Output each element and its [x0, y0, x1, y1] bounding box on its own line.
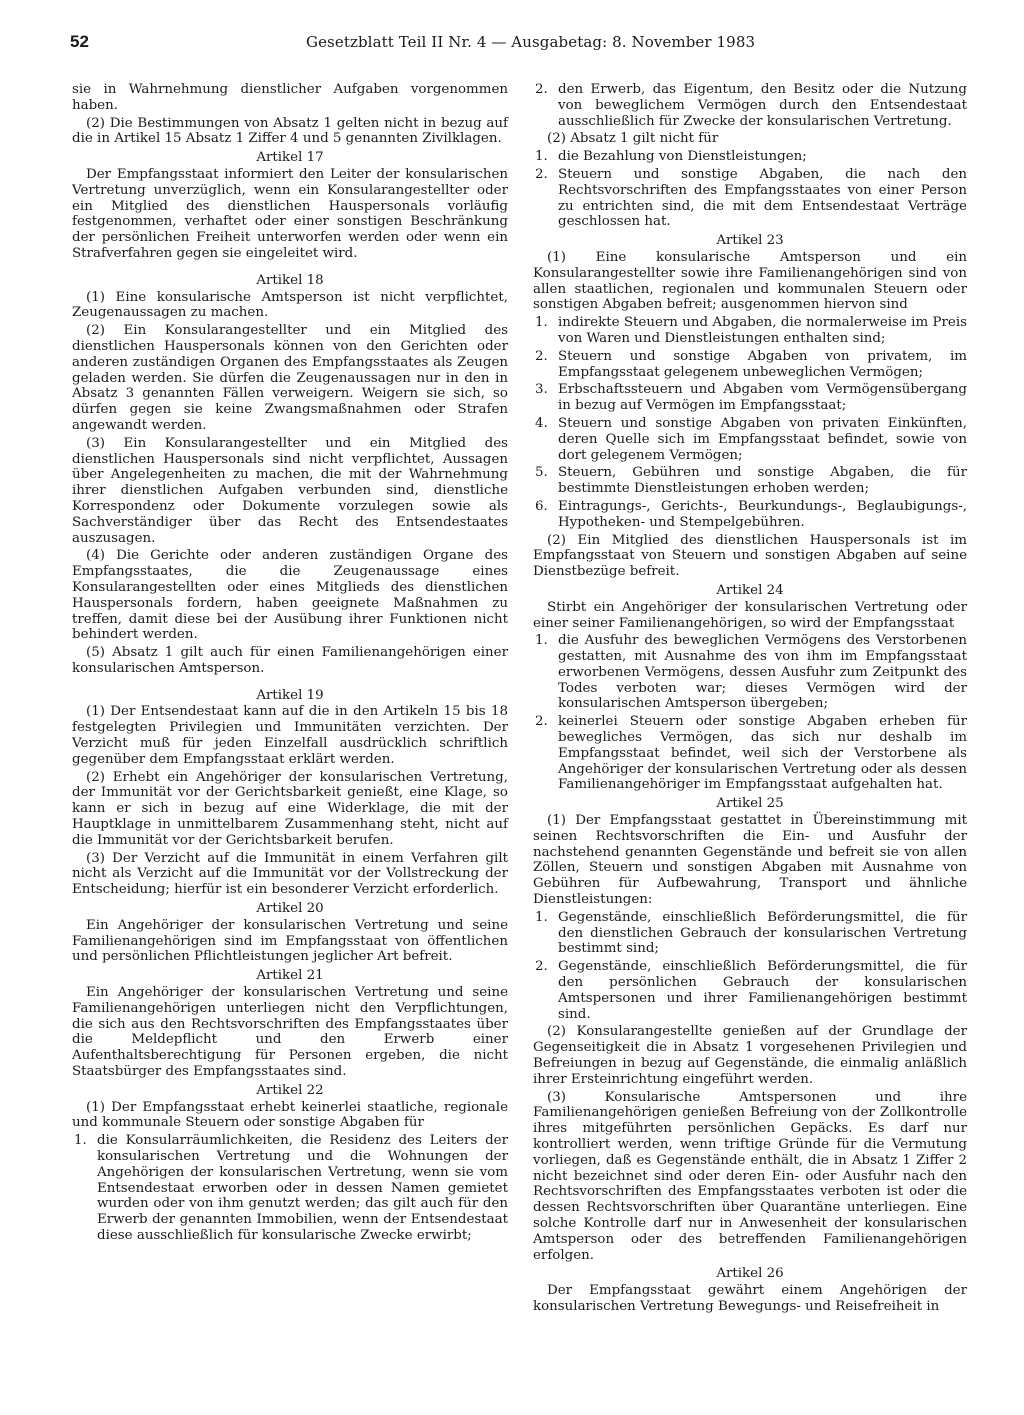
- article-18-paragraph-2: (2) Ein Konsularangestellter und ein Mitglied des dienstlichen Hauspersonals können von den Gerichten oder anderen zuständigen Organen des Empfangsstaates als Zeugen geladen werden. Sie dürfen die Zeugenaussagen nur in den in Absatz 3 genannten Fällen verweigern. Weigern sie sich, so dürfen gegen sie keine Zwangsmaßnahmen oder Strafen angewandt werden.: [72, 323, 508, 433]
- article-17-text: Der Empfangsstaat informiert den Leiter der konsularischen Vertretung unverzüglich, wenn ein Konsularangestellter oder ein Mitglied des dienstlichen Hauspersonals vorläufig festgenommen, verhaftet oder einer sonstigen Beschränkung der persönlichen Freiheit unterworfen werden oder wenn ein Strafverfahren gegen sie eingeleitet wird.: [72, 166, 508, 261]
- article-24-text: Stirbt ein Angehöriger der konsularischen Vertretung oder einer seiner Familienangehörigen, so wird der Empfangsstaat: [533, 599, 967, 631]
- list-item: [533, 167, 967, 230]
- list-item-text: Steuern und sonstige Abgaben, die nach den Rechtsvorschriften des Empfangsstaates von einer Person zu entrichten sind, die mit dem Entsendestaat Verträge geschlossen hat.: [558, 166, 967, 230]
- list-item-text: keinerlei Steuern oder sonstige Abgaben erheben für bewegliches Vermögen, das sich nur deshalb im Empfangsstaat befindet, weil sich der Verstorbene als Angehöriger der konsularischen Vertretung oder als dessen Familienangehöriger im Empfangsstaat aufgehalten hat.: [558, 714, 967, 793]
- left-column: [72, 82, 508, 1246]
- list-item: [533, 465, 967, 497]
- list-item-number: 2.: [535, 348, 548, 364]
- article-23-paragraph-1: (1) Eine konsularische Amtsperson und ein Konsularangestellter sowie ihre Familienangehörigen sind von allen staatlichen, regionalen und kommunalen Steuern oder sonstigen Abgaben befreit; ausgenommen hiervon sind: [533, 249, 967, 313]
- article-16-paragraph-2: (2) Die Bestimmungen von Absatz 1 gelten nicht in bezug auf die in Artikel 15 Absatz 1 Ziffer 4 und 5 genannten Zivilklagen.: [72, 115, 508, 147]
- list-item-number: 2.: [535, 166, 548, 182]
- list-item: [533, 349, 967, 381]
- article-22-heading: Artikel 22: [256, 1082, 324, 1098]
- list-item-number: 1.: [535, 633, 548, 649]
- article-23-paragraph-2: (2) Ein Mitglied des dienstlichen Hauspersonals ist im Empfangsstaat von Steuern und sonstigen Abgaben auf seine Dienstbezüge befreit.: [533, 532, 967, 580]
- list-item: [533, 149, 967, 165]
- list-item: [533, 416, 967, 463]
- list-item-text: Steuern und sonstige Abgaben von privaten Einkünften, deren Quelle sich im Empfangsstaat befindet, sowie von dort gelegenem Vermögen;: [558, 415, 967, 463]
- article-18-paragraph-1: (1) Eine konsularische Amtsperson ist nicht verpflichtet, Zeugenaussagen zu machen.: [72, 289, 508, 321]
- list-item-text: Gegenstände, einschließlich Beförderungsmittel, die für den persönlichen Gebrauch der konsularischen Amtspersonen und ihrer Familienangehörigen bestimmt sind.: [558, 959, 967, 1022]
- list-item-number: 1.: [535, 909, 548, 925]
- list-item-text: indirekte Steuern und Abgaben, die normalerweise im Preis von Waren und Dienstleistungen enthalten sind;: [558, 315, 967, 346]
- list-item: [533, 714, 967, 793]
- list-item: [533, 959, 967, 1022]
- list-item: [533, 499, 967, 531]
- article-24-heading: Artikel 24: [716, 582, 784, 598]
- list-item-number: 2.: [535, 959, 548, 975]
- article-25-paragraph-1: (1) Der Empfangsstaat gestattet in Übereinstimmung mit seinen Rechtsvorschriften die Ein- und Ausfuhr der nachstehend genannten Gegenstände und befreit sie von allen Zöllen, Steuern und sonstigen Abgaben mit Ausnahme von Gebühren für Aufbewahrung, Transport und ähnliche Dienstleistungen:: [533, 813, 967, 908]
- article-19-paragraph-3: (3) Der Verzicht auf die Immunität in einem Verfahren gilt nicht als Verzicht auf die Immunität vor der Vollstreckung der Entscheidung; hierfür ist ein besonderer Verzicht erforderlich.: [72, 850, 508, 898]
- page-header: [70, 34, 980, 56]
- list-item-number: 2.: [535, 714, 548, 730]
- article-25-paragraph-2: (2) Konsularangestellte genießen auf der Grundlage der Gegenseitigkeit die in Absatz 1 vorgesehenen Privilegien und Befreiungen in bezug auf Gegenstände, die einmalig anläßlich ihrer Ersteinrichtung eingeführt werden.: [533, 1024, 967, 1087]
- list-item: [533, 82, 967, 129]
- list-item-text: die Konsularräumlichkeiten, die Residenz des Leiters der konsularischen Vertretung und die Wohnungen der Angehörigen der konsularischen Vertretung, wenn sie vom Entsendestaat erworben oder in dessen Namen gemietet wurden oder von ihm genutzt werden; das gilt auch für den Erwerb der genannten Immobilien, wenn der Entsendestaat diese ausschließlich für konsularische Zwecke erwirbt;: [97, 1133, 508, 1243]
- list-item-number: 2.: [535, 82, 548, 97]
- article-26-text: Der Empfangsstaat gewährt einem Angehörigen der konsularischen Vertretung Bewegungs- und Reisefreiheit in: [533, 1283, 967, 1314]
- list-item-text: Steuern, Gebühren und sonstige Abgaben, die für bestimmte Dienstleistungen erhoben werden;: [558, 465, 967, 497]
- article-25-paragraph-3: (3) Konsularische Amtspersonen und ihre Familienangehörigen genießen Befreiung von der Zollkontrolle ihres mitgeführten persönlichen Gepäcks. Es darf nur kontrolliert werden, wenn triftige Gründe für die Vermutung vorliegen, daß es Gegenstände enthält, die in Absatz 1 Ziffer 2 nicht bezeichnet sind oder deren Ein- oder Ausfuhr nach den Rechtsvorschriften des Empfangsstaates verboten ist oder die dessen Rechtsvorschriften über Quarantäne unterliegen. Eine solche Kontrolle darf nur in Anwesenheit der konsularischen Amtsperson oder des betreffenden Familienangehörigen erfolgen.: [533, 1089, 967, 1263]
- list-item-number: 4.: [535, 415, 548, 431]
- article-20-heading: Artikel 20: [256, 901, 324, 917]
- list-item-text: Erbschaftssteuern und Abgaben vom Vermögensübergang in bezug auf Vermögen im Empfangsstaat;: [558, 382, 967, 414]
- article-25-heading: Artikel 25: [716, 796, 784, 812]
- list-item-number: 5.: [535, 465, 548, 481]
- list-item-number: 3.: [535, 382, 548, 398]
- list-item-number: 1.: [74, 1133, 87, 1149]
- article-19-paragraph-1: (1) Der Entsendestaat kann auf die in den Artikeln 15 bis 18 festgelegten Privilegien und Immunitäten verzichten. Der Verzicht muß für jeden Einzelfall ausdrücklich schriftlich gegenüber dem Empfangsstaat erklärt werden.: [72, 704, 508, 767]
- list-item-number: 1.: [535, 149, 548, 165]
- list-item: [533, 910, 967, 957]
- list-item-text: die Ausfuhr des beweglichen Vermögens des Verstorbenen gestatten, mit Ausnahme des von ihm im Empfangsstaat erworbenen Vermögens, dessen Ausfuhr zum Zeitpunkt des Todes verboten war; dieses Vermögen wird der konsularischen Amtsperson übergeben;: [558, 633, 967, 712]
- list-item: [533, 315, 967, 347]
- article-18-heading: Artikel 18: [256, 272, 324, 288]
- article-26-heading: Artikel 26: [716, 1266, 784, 1282]
- right-column: [533, 82, 967, 1317]
- list-item: [533, 633, 967, 712]
- gazette-title: Gesetzblatt Teil II Nr. 4 — Ausgabetag: 8. November 1983: [306, 33, 756, 51]
- list-item-text: den Erwerb, das Eigentum, den Besitz oder die Nutzung von beweglichem Vermögen durch den Entsendestaat ausschließlich für Zwecke der konsularischen Vertretung.: [558, 82, 967, 129]
- list-item-text: die Bezahlung von Dienstleistungen;: [558, 149, 807, 165]
- article-18-paragraph-5: (5) Absatz 1 gilt auch für einen Familienangehörigen einer konsularischen Amtsperson.: [72, 645, 508, 676]
- article-21-text: Ein Angehöriger der konsularischen Vertretung und seine Familienangehörigen unterliegen nicht den Verpflichtungen, die sich aus den Rechtsvorschriften des Empfangsstaates über die Meldepflicht und den Erwerb einer Aufenthaltsberechtigung für Personen ergeben, die nicht Staatsbürger des Empfangsstaates sind.: [72, 985, 508, 1080]
- list-item-text: Eintragungs-, Gerichts-, Beurkundungs-, Beglaubigungs-, Hypotheken- und Stempelgebühren.: [558, 498, 967, 530]
- article-19-heading: Artikel 19: [256, 687, 324, 703]
- article-21-heading: Artikel 21: [256, 968, 324, 984]
- article-20-text: Ein Angehöriger der konsularischen Vertretung und seine Familienangehörigen sind im Empfangsstaat von öffentlichen und persönlichen Pflichtleistungen jeglicher Art befreit.: [72, 917, 508, 965]
- article-18-paragraph-3: (3) Ein Konsularangestellter und ein Mitglied des dienstlichen Hauspersonals sind nicht verpflichtet, Aussagen über Angelegenheiten zu machen, die mit der Wahrnehmung ihrer dienstlichen Aufgaben verbunden sind, dienstliche Korrespondenz oder Dokumente vorzulegen sowie als Sachverständiger über das Recht des Entsendestaates auszusagen.: [72, 435, 508, 546]
- article-18-paragraph-4: (4) Die Gerichte oder anderen zuständigen Organe des Empfangsstaates, die die Zeugenaussage eines Konsularangestellten oder eines Mitglieds des dienstlichen Hauspersonals fordern, haben geeignete Maßnahmen zu treffen, damit diese bei der Ausübung ihrer Funktionen nicht behindert werden.: [72, 548, 508, 643]
- list-item-number: 1.: [535, 315, 548, 331]
- list-item: [533, 382, 967, 414]
- list-item-number: 6.: [535, 498, 548, 514]
- article-22-paragraph-1: (1) Der Empfangsstaat erhebt keinerlei staatliche, regionale und kommunale Steuern oder sonstige Abgaben für: [72, 1099, 508, 1131]
- continuation-paragraph: sie in Wahrnehmung dienstlicher Aufgaben vorgenommen haben.: [72, 82, 508, 113]
- list-item-text: Steuern und sonstige Abgaben von privatem, im Empfangsstaat gelegenem unbeweglichen Vermögen;: [558, 348, 967, 380]
- list-item: [72, 1133, 508, 1244]
- list-item-text: Gegenstände, einschließlich Beförderungsmittel, die für den dienstlichen Gebrauch der konsularischen Vertretung bestimmt sind;: [558, 909, 967, 957]
- page-number: 52: [70, 32, 89, 51]
- article-23-heading: Artikel 23: [716, 233, 784, 249]
- article-17-heading: Artikel 17: [256, 150, 324, 166]
- article-19-paragraph-2: (2) Erhebt ein Angehöriger der konsularischen Vertretung, der Immunität vor der Gerichtsbarkeit genießt, eine Klage, so kann er sich in bezug auf eine Widerklage, die mit der Hauptklage in unmittelbarem Zusammenhang steht, nicht auf die Immunität vor der Gerichtsbarkeit berufen.: [72, 769, 508, 848]
- article-22-paragraph-2: (2) Absatz 1 gilt nicht für: [547, 131, 719, 147]
